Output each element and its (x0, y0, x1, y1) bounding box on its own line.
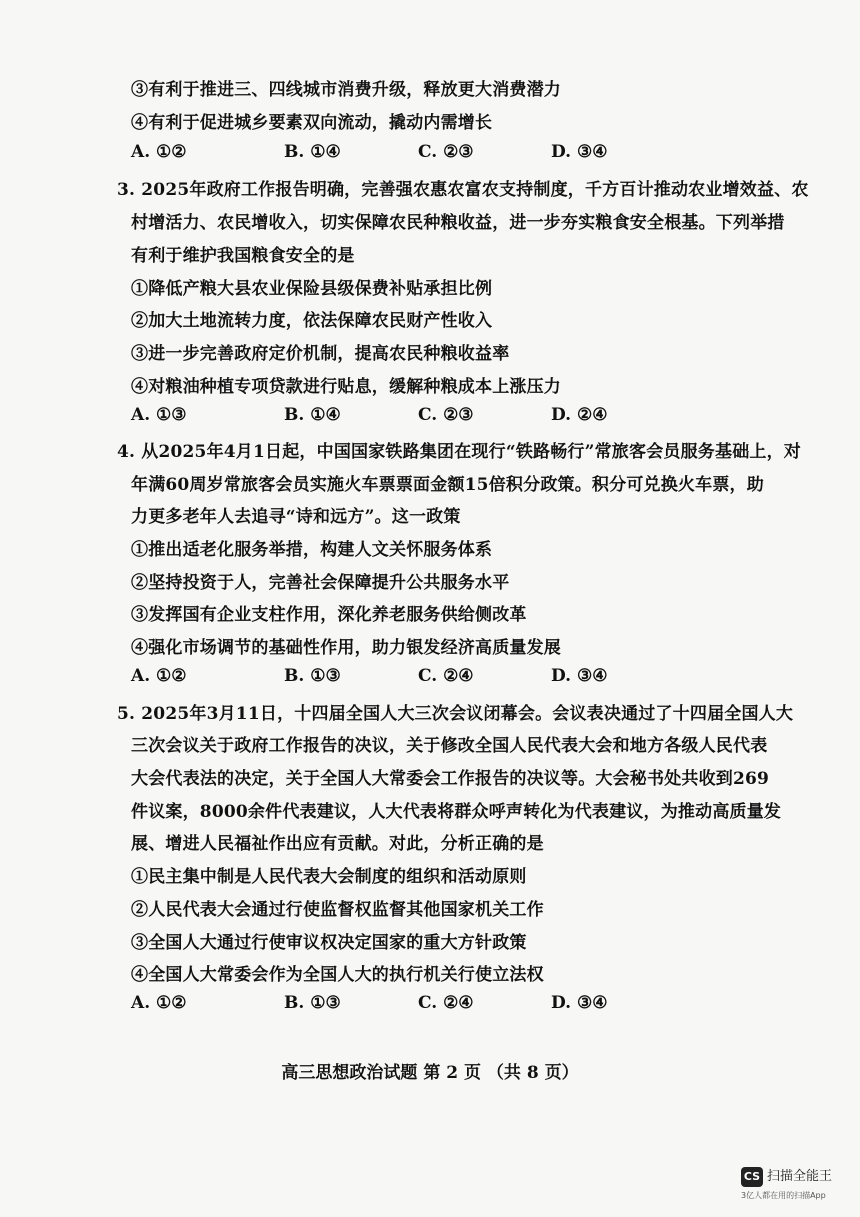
question-stem-line: 有利于维护我国粮食安全的是 (131, 246, 355, 266)
page-footer: 高三思想政治试题 第 2 页 （共 8 页） (281, 1063, 579, 1083)
statement: ①民主集中制是人民代表大会制度的组织和活动原则 (131, 867, 527, 887)
watermark-tagline: 3亿人都在用的扫描App (741, 1191, 826, 1200)
option-d: D. ②④ (551, 405, 608, 425)
option-a: A. ①② (131, 666, 187, 686)
question-stem-line: 5. 2025年3月11日，十四届全国人大三次会议闭幕会。会议表决通过了十四届全国人大 (117, 704, 794, 724)
statement: ④有利于促进城乡要素双向流动，撬动内需增长 (131, 113, 493, 133)
watermark-name: 扫描全能王 (767, 1169, 833, 1184)
question-stem-line: 力更多老年人去追寻“诗和远方”。这一政策 (131, 507, 461, 527)
option-a: A. ①③ (131, 405, 187, 425)
question-stem-line: 三次会议关于政府工作报告的决议，关于修改全国人民代表大会和地方各级人民代表 (131, 736, 768, 756)
statement: ②人民代表大会通过行使监督权监督其他国家机关工作 (131, 900, 544, 920)
statement: ④全国人大常委会作为全国人大的执行机关行使立法权 (131, 965, 544, 985)
option-d: D. ③④ (551, 993, 608, 1013)
question-stem-line: 件议案，8000余件代表建议，人大代表将群众呼声转化为代表建议，为推动高质量发 (131, 802, 782, 822)
question-stem-line: 大会代表法的决定，关于全国人大常委会工作报告的决议等。大会秘书处共收到269 (131, 769, 770, 789)
question-stem-line: 3. 2025年政府工作报告明确，完善强农惠农富农支持制度，千方百计推动农业增效益、农 (117, 180, 809, 200)
statement: ③全国人大通过行使审议权决定国家的重大方针政策 (131, 933, 527, 953)
option-d: D. ③④ (551, 666, 608, 686)
option-c: C. ②④ (418, 666, 474, 686)
option-b: B. ①④ (284, 142, 341, 162)
option-b: B. ①④ (284, 405, 341, 425)
statement: ③进一步完善政府定价机制，提高农民种粮收益率 (131, 344, 510, 364)
statement: ④强化市场调节的基础性作用，助力银发经济高质量发展 (131, 638, 561, 658)
statement: ④对粮油种植专项贷款进行贴息，缓解种粮成本上涨压力 (131, 377, 561, 397)
question-stem-line: 展、增进人民福祉作出应有贡献。对此，分析正确的是 (131, 834, 544, 854)
option-b: B. ①③ (284, 666, 341, 686)
statement: ②加大土地流转力度，依法保障农民财产性收入 (131, 311, 493, 331)
option-a: A. ①② (131, 993, 187, 1013)
statement: ③有利于推进三、四线城市消费升级，释放更大消费潜力 (131, 80, 561, 100)
question-stem-line: 村增活力、农民增收入，切实保障农民种粮收益，进一步夯实粮食安全根基。下列举措 (131, 213, 785, 233)
option-d: D. ③④ (551, 142, 608, 162)
option-c: C. ②③ (418, 142, 474, 162)
statement: ①降低产粮大县农业保险县级保费补贴承担比例 (131, 279, 493, 299)
statement: ③发挥国有企业支柱作用，深化养老服务供给侧改革 (131, 605, 527, 625)
option-b: B. ①③ (284, 993, 341, 1013)
camscanner-logo-icon: CS (741, 1167, 763, 1187)
question-stem-line: 年满60周岁常旅客会员实施火车票票面金额15倍积分政策。积分可兑换火车票，助 (131, 475, 764, 495)
option-a: A. ①② (131, 142, 187, 162)
option-c: C. ②③ (418, 405, 474, 425)
statement: ②坚持投资于人，完善社会保障提升公共服务水平 (131, 573, 510, 593)
option-c: C. ②④ (418, 993, 474, 1013)
statement: ①推出适老化服务举措，构建人文关怀服务体系 (131, 540, 493, 560)
question-stem-line: 4. 从2025年4月1日起，中国国家铁路集团在现行“铁路畅行”常旅客会员服务基础上，对 (117, 442, 801, 462)
